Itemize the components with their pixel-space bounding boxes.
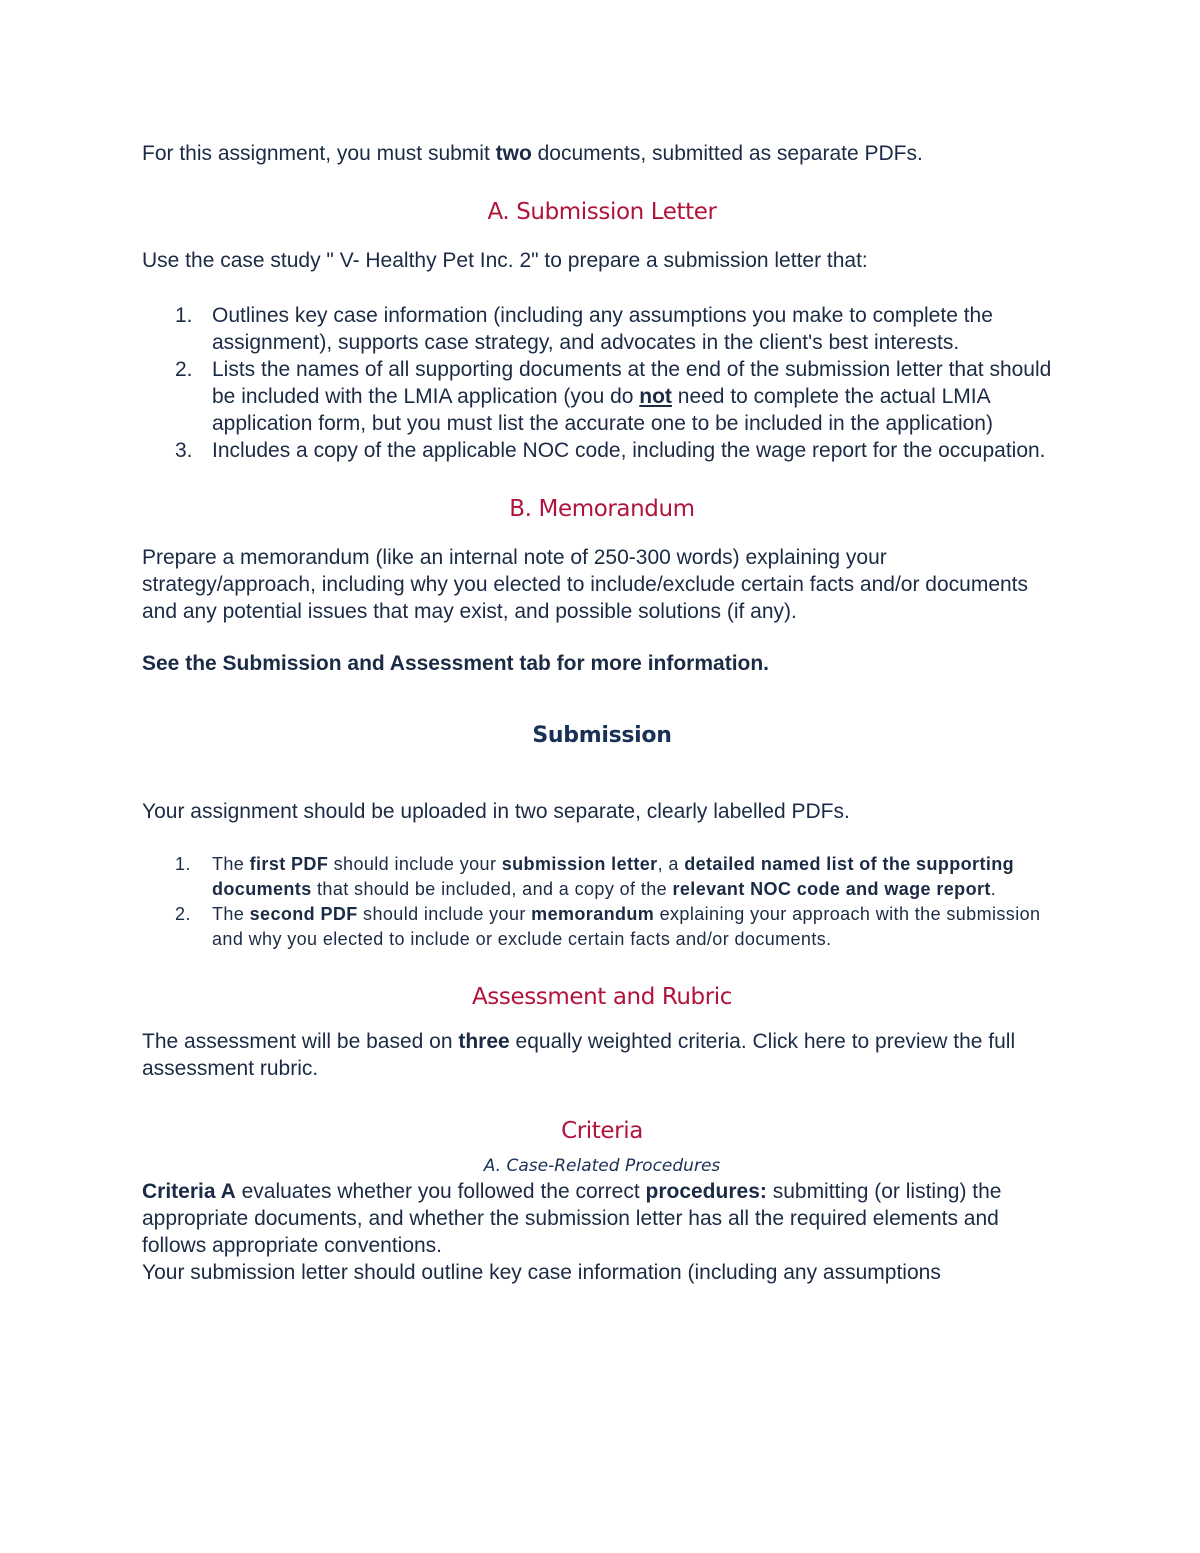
list-item: 2. Lists the names of all supporting documents at the end of the submission letter that should be included with the LMIA application (you do not need to complete the actual LMIA application form, but you must list the accurate one to be included in the application) — [175, 358, 1052, 435]
submission-letter-requirements — [142, 302, 1062, 464]
section-a-heading: A. Submission Letter — [487, 199, 717, 225]
intro-paragraph: For this assignment, you must submit two documents, submitted as separate PDFs. — [142, 142, 923, 165]
see-more-note: See the Submission and Assessment tab for more information. — [142, 652, 770, 675]
list-item: 1. Outlines key case information (including any assumptions you make to complete the assignment), supports case strategy, and advocates in the client's best interests. — [175, 304, 993, 354]
assessment-heading: Assessment and Rubric — [471, 984, 733, 1010]
submission-intro: Your assignment should be uploaded in two separate, clearly labelled PDFs. — [142, 800, 850, 823]
list-item: 1. The first PDF should include your submission letter, a detailed named list of the supporting documents that should be included, and a copy of the relevant NOC code and wage report. — [175, 854, 1015, 899]
submission-pdf-list — [142, 852, 1062, 952]
criteria-a-paragraph: Criteria A evaluates whether you followed the correct procedures: submitting (or listing) the appropriate documents, and whether the submission letter has all the required elements and follows appropriate conventions. — [142, 1180, 1002, 1257]
section-b-paragraph: Prepare a memorandum (like an internal note of 250-300 words) explaining your strategy/approach, including why you elected to include/exclude certain facts and/or documents and any potential issues that may exist, and possible solutions (if any). — [142, 546, 1029, 623]
assessment-paragraph: The assessment will be based on three equally weighted criteria. Click here to preview the full assessment rubric. — [142, 1030, 1016, 1080]
criteria-heading: Criteria — [561, 1118, 643, 1144]
section-a-intro: Use the case study " V- Healthy Pet Inc. 2" to prepare a submission letter that: — [142, 249, 868, 272]
document-content — [142, 140, 1062, 1286]
list-item: 2. The second PDF should include your memorandum explaining your approach with the submission and why you elected to include or exclude certain facts and/or documents. — [175, 904, 1041, 949]
section-b-heading: B. Memorandum — [509, 496, 695, 522]
submission-heading: Submission — [532, 723, 672, 748]
criteria-a-continuation: Your submission letter should outline key case information (including any assumptions — [142, 1261, 941, 1284]
criteria-a-subheading: A. Case-Related Procedures — [483, 1156, 721, 1176]
list-item: 3. Includes a copy of the applicable NOC code, including the wage report for the occupation. — [175, 439, 1046, 462]
